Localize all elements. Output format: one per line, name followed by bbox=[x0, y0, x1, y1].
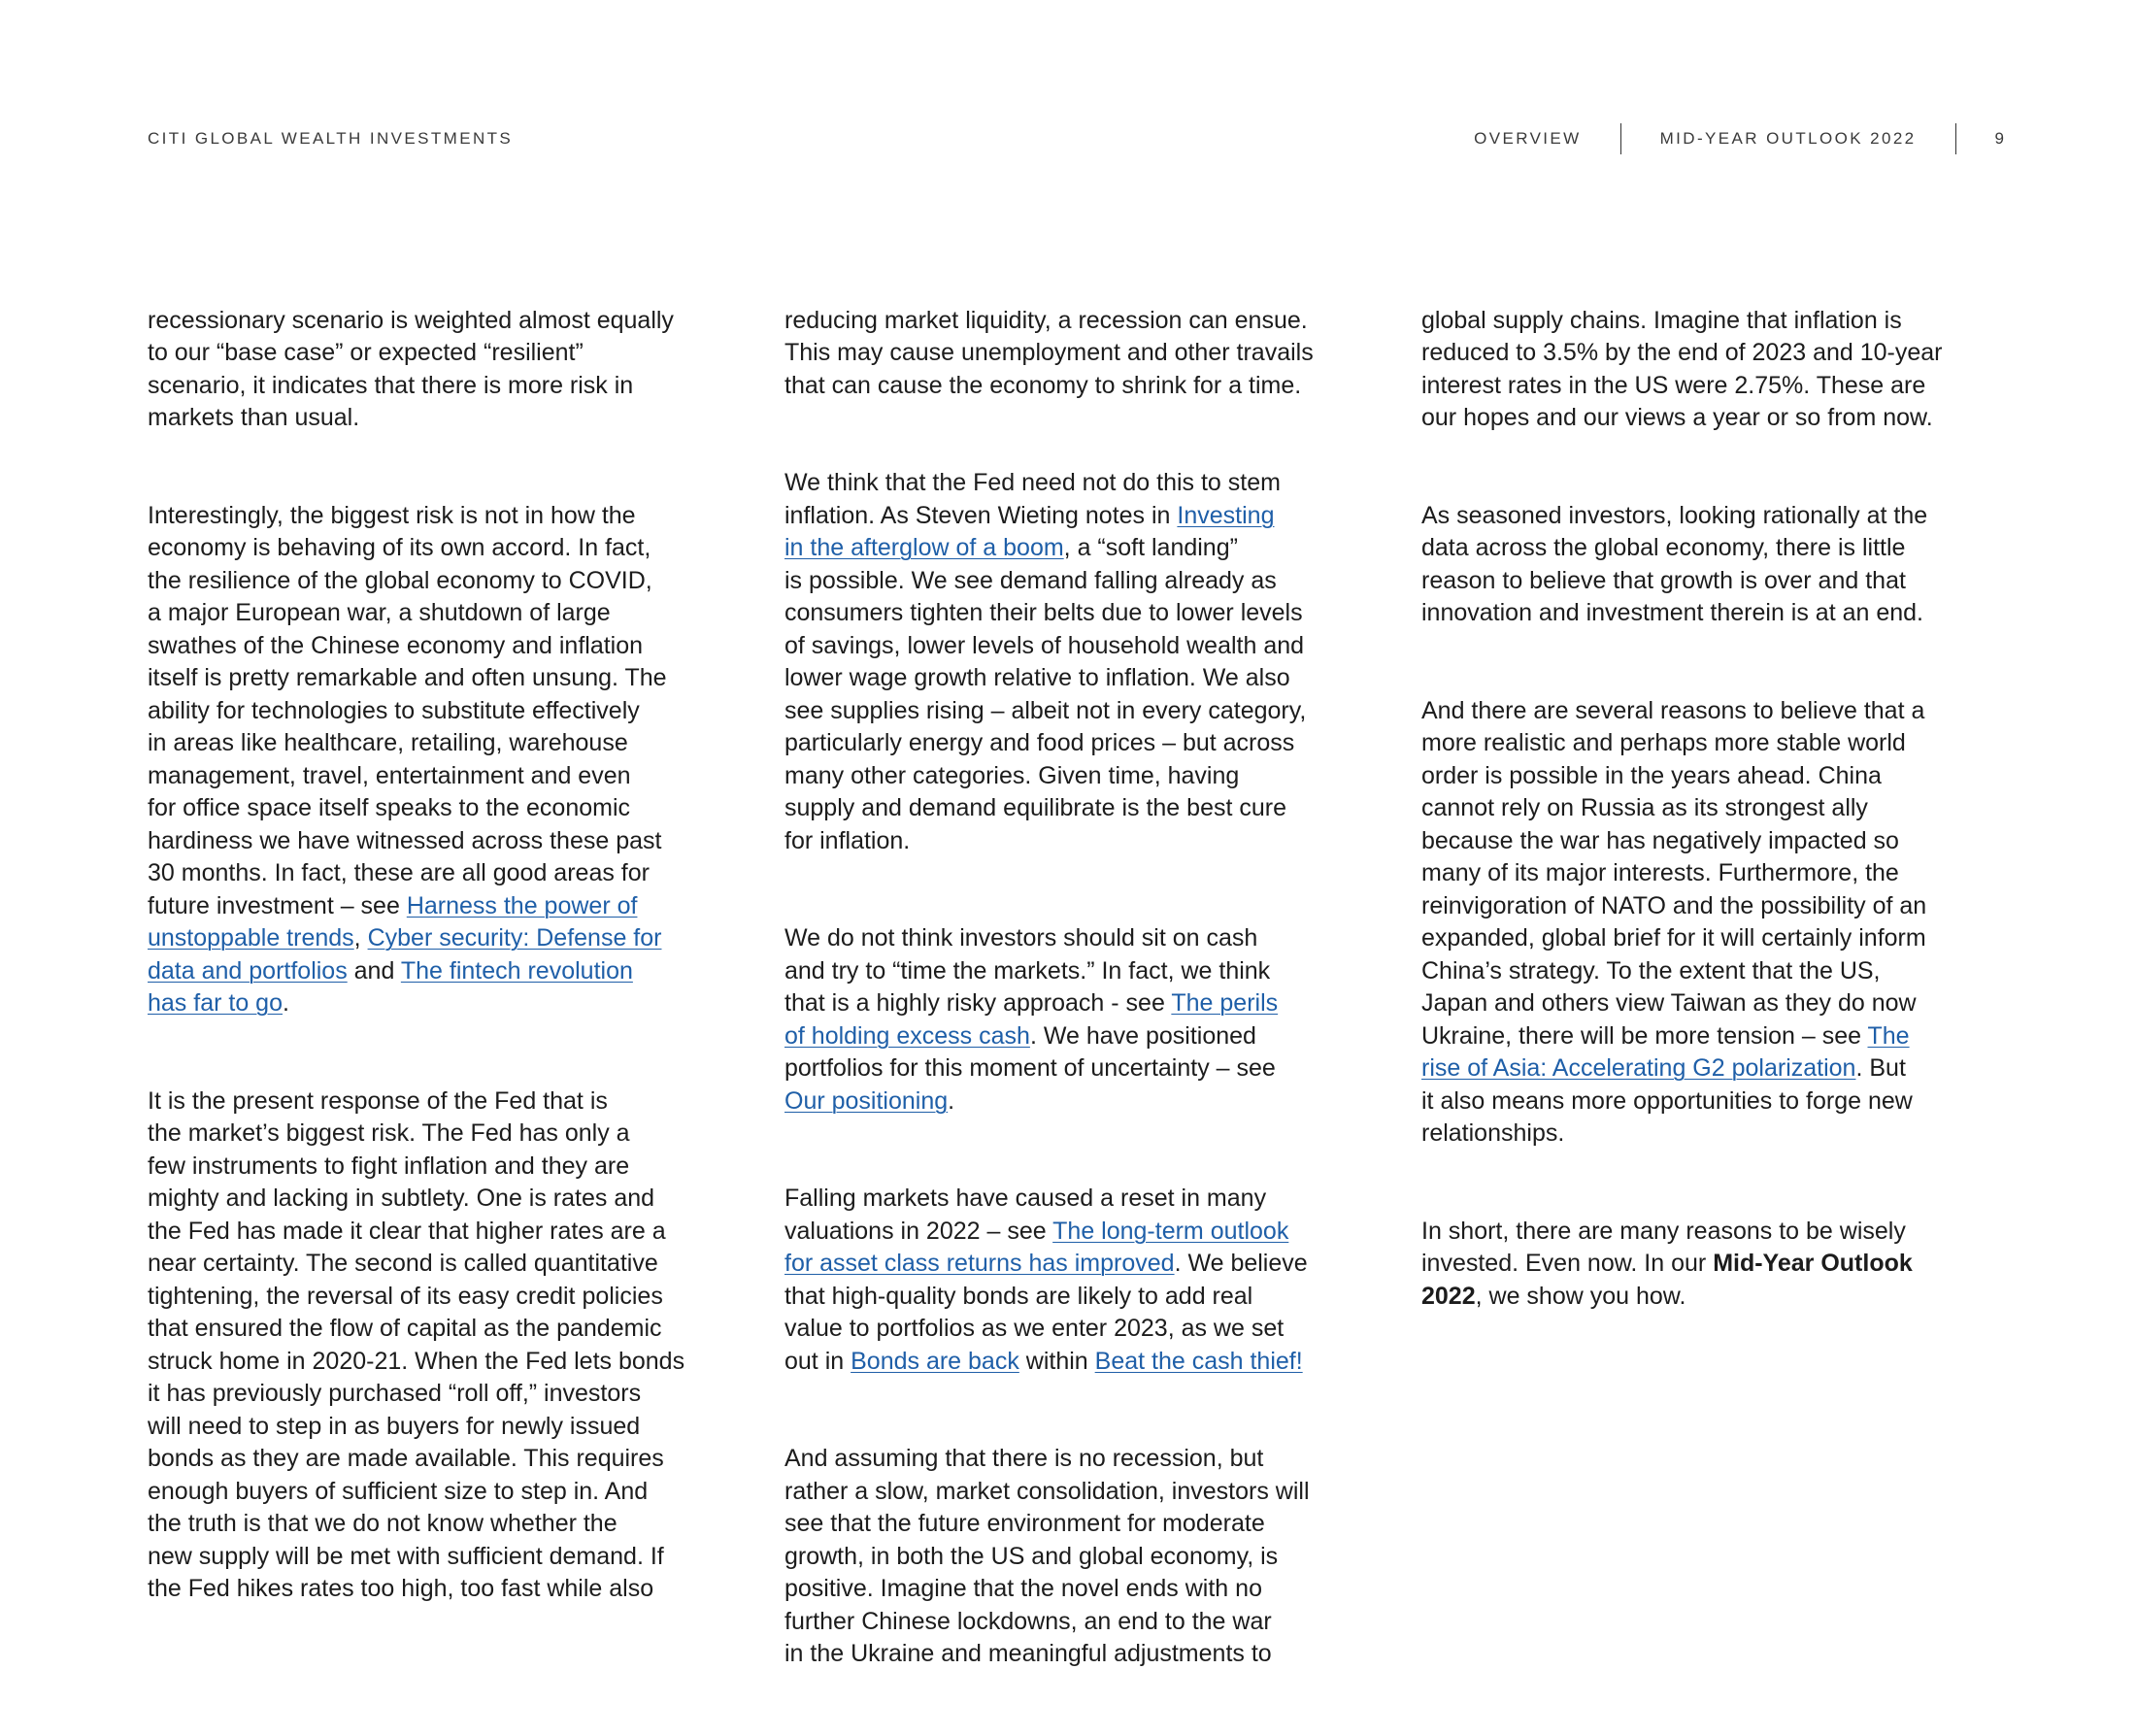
link-bonds-are-back[interactable]: Bonds are back bbox=[851, 1347, 1019, 1375]
paragraph bbox=[1421, 1216, 2004, 1314]
paragraph-end: . bbox=[282, 989, 289, 1017]
header-divider bbox=[1955, 123, 1956, 154]
text-column-1 bbox=[148, 272, 730, 1671]
page-number: 9 bbox=[1994, 129, 2004, 148]
paragraph-end: , we show you how. bbox=[1475, 1282, 1686, 1310]
paragraph-text: . We believe that high-quality bonds are likely to add real value to portfolios as we enter 2023, as we set out in bbox=[784, 1250, 1308, 1375]
link-investing-afterglow[interactable]: Investing in the afterglow of a boom bbox=[784, 501, 1275, 561]
paragraph-text: We think that the Fed need not do this to stem inflation. As Steven Wieting notes in bbox=[784, 469, 1281, 529]
separator: and bbox=[347, 956, 401, 985]
header-divider bbox=[1620, 123, 1621, 154]
paragraph-text: Interestingly, the biggest risk is not in how the economy is behaving of its own accord. In fact, the resilience of the global economy to COVID, a major European war, a shutdown of large swathes of the Chinese economy and inflation itself is pretty remarkable and often unsung. The ability for technologies to substitute effectively in areas like healthcare, retailing, warehouse management, travel, entertainment and even for office space itself speaks to the economic hardiness we have witnessed across these past 30 months. In fact, these are all good areas for future investment – see bbox=[148, 501, 667, 919]
paragraph bbox=[148, 500, 730, 1020]
link-rise-of-asia[interactable]: The rise of Asia: Accelerating G2 polarization bbox=[1421, 1021, 1910, 1082]
bold-mid-year-outlook: Mid-Year Outlook 2022 bbox=[1421, 1250, 1913, 1310]
paragraph-text: Falling markets have caused a reset in many valuations in 2022 – see bbox=[784, 1185, 1267, 1245]
paragraph: As seasoned investors, looking rationally at the data across the global economy, there is little reason to believe that growth is over and that innovation and investment therein is at an end. bbox=[1421, 501, 1928, 626]
section-label: OVERVIEW bbox=[1474, 129, 1582, 148]
paragraph: global supply chains. Imagine that inflation is reduced to 3.5% by the end of 2023 and 10-year interest rates in the US were 2.75%. These are our hopes and our views a year or so from now. bbox=[1421, 306, 1943, 431]
paragraph bbox=[784, 1183, 1367, 1378]
paragraph-end: , a “soft landing” is possible. We see demand falling already as consumers tighten their belts due to lower levels of savings, lower levels of household wealth and lower wage growth relative to inflation. We also see supplies rising – albeit not in every category, particularly energy and food prices – but across many other categories. Given time, having supply and demand equilibrate is the best cure for inflation. bbox=[784, 534, 1307, 854]
link-our-positioning[interactable]: Our positioning bbox=[784, 1086, 949, 1115]
paragraph-text: within bbox=[1018, 1347, 1095, 1375]
paragraph-text: We do not think investors should sit on cash and try to “time the markets.” In fact, we think that is a highly risky approach - see bbox=[784, 924, 1271, 1017]
paragraph: It is the present response of the Fed that is the market’s biggest risk. The Fed has only a few instruments to fight inflation and they are mighty and lacking in subtlety. One is rates and the Fed has made it clear that higher rates are a near certainty. The second is called quantitative tightening, the reversal of its easy credit policies that ensured the flow of capital as the pandemic struck home in 2020-21. When the Fed lets bonds it has previously purchased “roll off,” investors will need to step in as buyers for newly issued bonds as they are made available. This requires enough buyers of sufficient size to step in. And the truth is that we do not know whether the new supply will be met with sufficient demand. If the Fed hikes rates too high, too fast while also bbox=[148, 1086, 685, 1602]
link-beat-cash-thief[interactable]: Beat the cash thief! bbox=[1094, 1347, 1303, 1375]
link-harness-power[interactable]: Harness the power of unstoppable trends bbox=[148, 891, 638, 951]
paragraph-end: . But it also means more opportunities to forge new relationships. bbox=[1421, 1054, 1913, 1147]
publication-title: MID-YEAR OUTLOOK 2022 bbox=[1659, 129, 1917, 148]
brand-title: CITI GLOBAL WEALTH INVESTMENTS bbox=[148, 129, 514, 148]
paragraph-text: In short, there are many reasons to be wisely invested. Even now. In our bbox=[1421, 1217, 1906, 1277]
paragraph: recessionary scenario is weighted almost equally to our “base case” or expected “resilient” scenario, it indicates that there is more risk in markets than usual. bbox=[148, 306, 674, 431]
paragraph-text: And there are several reasons to believe that a more realistic and perhaps more stable world order is possible in the years ahead. China cannot rely on Russia as its strongest ally because the war has negatively impacted so many of its major interests. Furthermore, the reinvigoration of NATO and the possibility of an expanded, global brief for it will certainly inform China’s strategy. To the extent that the US, Japan and others view Taiwan as they do now Ukraine, there will be more tension – see bbox=[1421, 696, 1927, 1050]
link-long-term-outlook[interactable]: The long-term outlook for asset class returns has improved bbox=[784, 1217, 1289, 1277]
paragraph-end: . bbox=[948, 1086, 955, 1115]
paragraph bbox=[784, 467, 1367, 857]
link-fintech-revolution[interactable]: The fintech revolution has far to go bbox=[148, 956, 633, 1017]
page-header bbox=[148, 129, 2004, 158]
separator: , bbox=[353, 924, 368, 951]
text-column-2 bbox=[784, 272, 1367, 1736]
paragraph-text: . We have positioned portfolios for this moment of uncertainty – see bbox=[784, 1021, 1276, 1082]
link-cyber-security[interactable]: Cyber security: Defense for data and portfolios bbox=[148, 924, 662, 985]
paragraph bbox=[1421, 695, 2004, 1151]
paragraph: And assuming that there is no recession, but rather a slow, market consolidation, investors will see that the future environment for moderate growth, in both the US and global economy, is positive. Imagine that the novel ends with no further Chinese lockdowns, an end to the war in the Ukraine and meaningful adjustments to bbox=[784, 1445, 1310, 1667]
paragraph: reducing market liquidity, a recession can ensue. This may cause unemployment and other travails that can cause the economy to shrink for a time. bbox=[784, 306, 1314, 399]
header-nav bbox=[1474, 123, 2004, 154]
text-column-3 bbox=[1421, 272, 2004, 1378]
link-perils-excess-cash[interactable]: The perils of holding excess cash bbox=[784, 989, 1279, 1050]
paragraph bbox=[784, 922, 1367, 1118]
